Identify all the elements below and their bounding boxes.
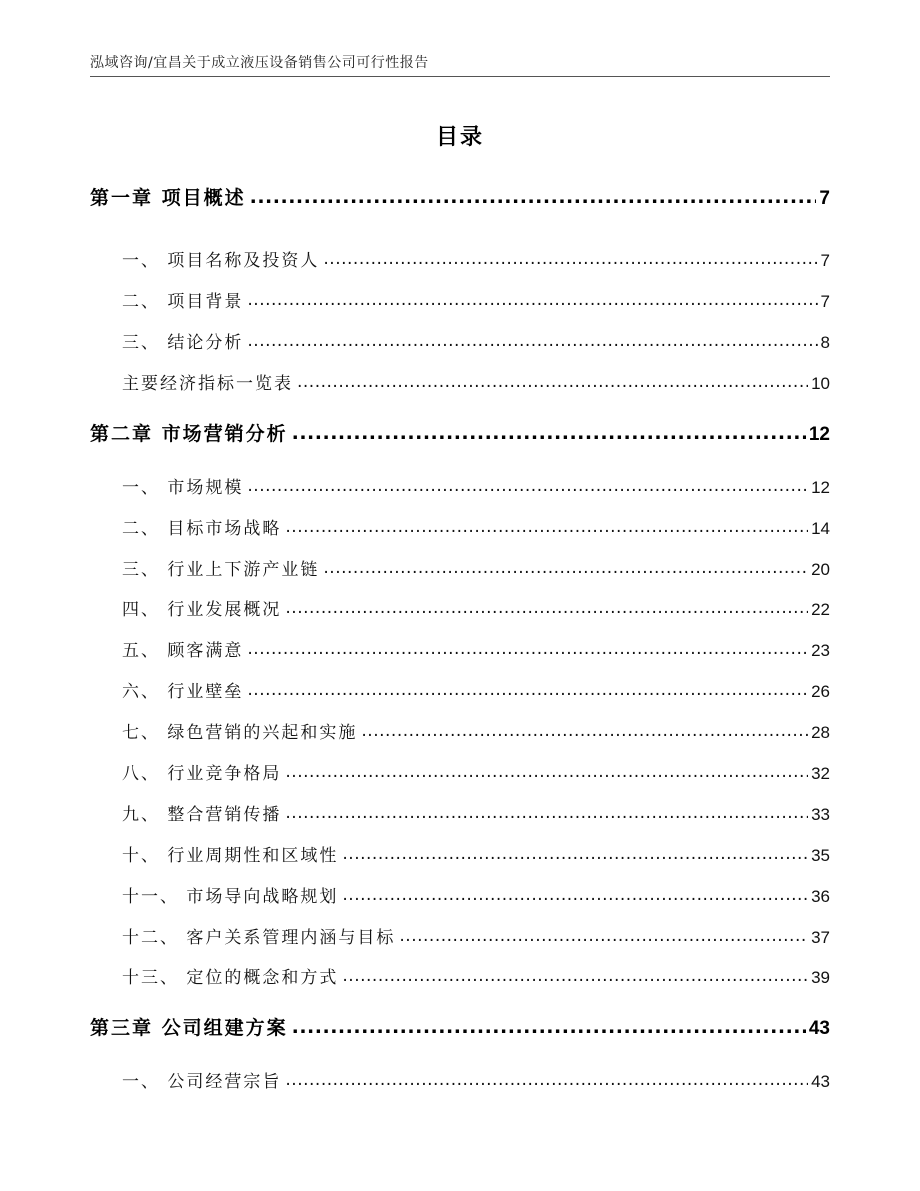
toc-section-entry[interactable]: [122, 718, 830, 743]
toc-entry-label: 第三章 公司组建方案: [90, 1017, 288, 1039]
running-header: 泓域咨询/宜昌关于成立液压设备销售公司可行性报告: [90, 55, 429, 71]
toc-section-entry[interactable]: [122, 800, 830, 825]
toc-chapter-entry[interactable]: [90, 419, 830, 446]
toc-entry-label: 八、 行业竞争格局: [122, 764, 282, 784]
toc-section-entry[interactable]: [122, 473, 830, 498]
toc-entry-label: 一、 市场规模: [122, 478, 244, 498]
toc-section-entry[interactable]: [122, 595, 830, 620]
toc-page-number: 12: [811, 478, 830, 497]
toc-section-entry[interactable]: [122, 555, 830, 580]
toc-section-entry[interactable]: [122, 841, 830, 866]
dot-leader: [292, 427, 806, 446]
dot-leader: [297, 377, 808, 394]
toc-page-number: 7: [820, 251, 830, 270]
dot-leader: [247, 336, 817, 353]
toc-page-number: 22: [811, 600, 830, 619]
toc-section-entry[interactable]: [122, 923, 830, 948]
toc-page-number: 7: [819, 188, 830, 209]
toc-section-entry[interactable]: [122, 328, 830, 353]
dot-leader: [342, 890, 808, 907]
toc-entry-label: 三、 行业上下游产业链: [122, 560, 320, 580]
dot-leader: [361, 726, 808, 743]
toc-page-number: 43: [811, 1072, 830, 1091]
toc-entry-label: 十一、 市场导向战略规划: [122, 887, 339, 907]
toc-entry-label: 五、 顾客满意: [122, 641, 244, 661]
toc-entry-label: 一、 项目名称及投资人: [122, 251, 320, 271]
dot-leader: [323, 563, 808, 580]
toc-page-number: 14: [811, 519, 830, 538]
dot-leader: [323, 254, 817, 271]
toc-page-number: 20: [811, 560, 830, 579]
toc-section-entry[interactable]: [122, 759, 830, 784]
toc-entry-label: 十二、 客户关系管理内涵与目标: [122, 928, 396, 948]
toc-page-number: 23: [811, 641, 830, 660]
dot-leader: [285, 767, 808, 784]
toc-section-entry[interactable]: [122, 369, 830, 394]
dot-leader: [250, 191, 817, 210]
toc-page-number: 33: [811, 805, 830, 824]
toc-entry-label: 十三、 定位的概念和方式: [122, 968, 339, 988]
toc-section-entry[interactable]: [122, 287, 830, 312]
toc-section-entry[interactable]: [122, 677, 830, 702]
dot-leader: [342, 849, 808, 866]
toc-page-number: 32: [811, 764, 830, 783]
toc-page-number: 43: [808, 1018, 830, 1039]
toc-page-number: 8: [820, 333, 830, 352]
toc-entry-label: 二、 项目背景: [122, 292, 244, 312]
dot-leader: [247, 644, 808, 661]
table-of-contents: [90, 0, 830, 1191]
toc-page-number: 35: [811, 846, 830, 865]
toc-entry-label: 九、 整合营销传播: [122, 805, 282, 825]
toc-page-number: 12: [808, 424, 830, 445]
toc-section-entry[interactable]: [122, 246, 830, 271]
toc-page-number: 37: [811, 928, 830, 947]
dot-leader: [285, 603, 808, 620]
toc-entry-label: 四、 行业发展概况: [122, 600, 282, 620]
toc-entry-label: 第一章 项目概述: [90, 187, 246, 209]
dot-leader: [247, 481, 808, 498]
toc-entry-label: 二、 目标市场战略: [122, 519, 282, 539]
toc-page-number: 7: [820, 292, 830, 311]
toc-section-entry[interactable]: [122, 636, 830, 661]
dot-leader: [285, 808, 808, 825]
toc-entry-label: 七、 绿色营销的兴起和实施: [122, 723, 358, 743]
toc-entry-label: 第二章 市场营销分析: [90, 423, 288, 445]
dot-leader: [342, 971, 808, 988]
page-title: 目录: [435, 125, 484, 150]
toc-section-entry[interactable]: [122, 514, 830, 539]
dot-leader: [399, 931, 808, 948]
dot-leader: [292, 1021, 806, 1040]
toc-page-number: 10: [811, 374, 830, 393]
dot-leader: [247, 295, 817, 312]
toc-chapter-entry[interactable]: [90, 183, 830, 210]
toc-entry-label: 三、 结论分析: [122, 333, 244, 353]
toc-page-number: 36: [811, 887, 830, 906]
toc-entry-label: 十、 行业周期性和区域性: [122, 846, 339, 866]
dot-leader: [247, 685, 808, 702]
dot-leader: [285, 522, 808, 539]
toc-page-number: 26: [811, 682, 830, 701]
toc-section-entry[interactable]: [122, 963, 830, 988]
toc-entry-label: 一、 公司经营宗旨: [122, 1072, 282, 1092]
toc-entry-label: 六、 行业壁垒: [122, 682, 244, 702]
toc-chapter-entry[interactable]: [90, 1013, 830, 1040]
toc-section-entry[interactable]: [122, 1067, 830, 1092]
dot-leader: [285, 1075, 808, 1092]
toc-entry-label: 主要经济指标一览表: [122, 374, 293, 394]
toc-section-entry[interactable]: [122, 882, 830, 907]
toc-page-number: 39: [811, 968, 830, 987]
toc-page-number: 28: [811, 723, 830, 742]
